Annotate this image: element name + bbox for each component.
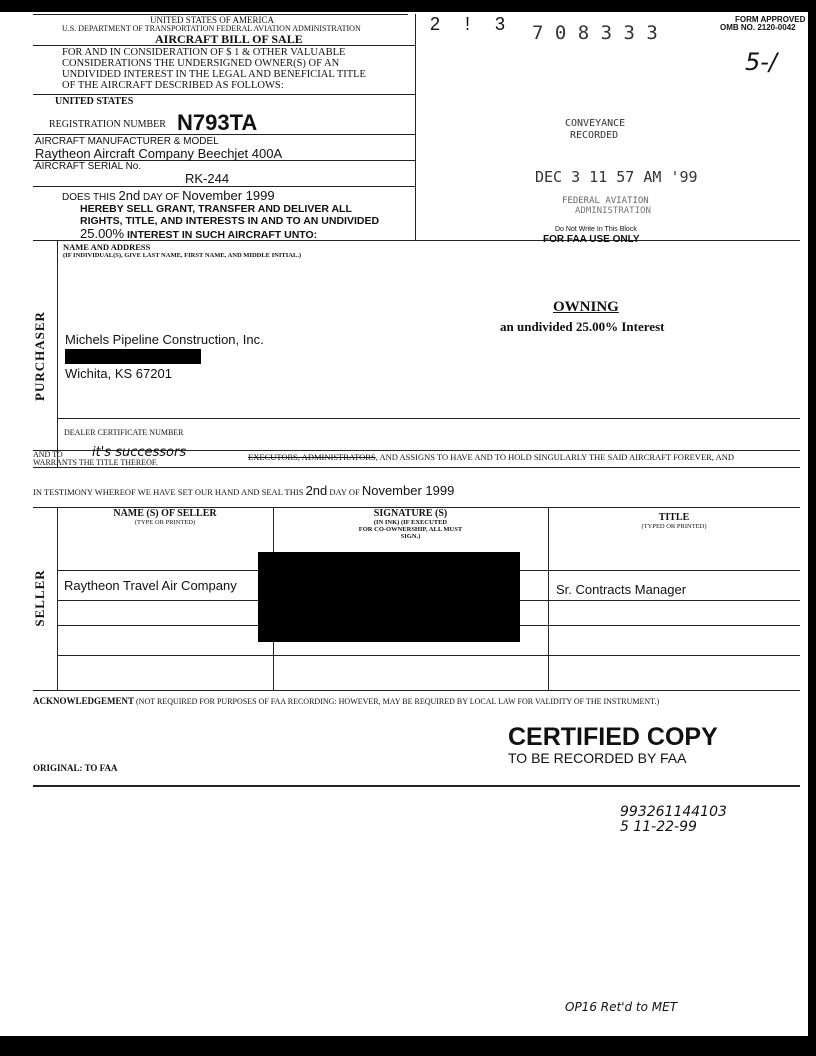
handwritten-note: OP16 Ret'd to MET: [565, 1000, 678, 1014]
us-label: UNITED STATES: [55, 96, 134, 107]
handwritten-5-1: 5-/: [745, 48, 778, 76]
consideration-text: [62, 47, 366, 91]
document-stamp-number: 7 0 8 3 3 3: [532, 22, 658, 44]
to-be-recorded: TO BE RECORDED BY FAA: [508, 750, 687, 766]
date-stamp: DEC 3 11 57 AM '99: [535, 168, 698, 186]
col-sig-label: SIGNATURE (S): [373, 508, 448, 519]
redacted-signature: [258, 552, 520, 642]
warranty-rest: , AND ASSIGNS TO HAVE AND TO HOLD SINGULARLY THE SAID AIRCRAFT FOREVER, AND: [375, 452, 735, 462]
and-to-label: AND TO: [33, 450, 63, 459]
ack-text: (NOT REQUIRED FOR PURPOSES OF FAA RECORDING: HOWEVER, MAY BE REQUIRED BY LOCAL LAW FOR VALIDITY OF THE INSTRUMENT.): [134, 697, 660, 706]
ack-label: ACKNOWLEDGEMENT: [33, 696, 135, 706]
sale-day: 2nd: [118, 188, 141, 203]
col-title-label: TITLE: [658, 512, 690, 523]
stamp-numbers-left: 2 ! 3: [430, 14, 516, 34]
department-heading: U.S. DEPARTMENT OF TRANSPORTATION FEDERAL AVIATION ADMINISTRATION: [62, 24, 361, 33]
redacted-address: [65, 349, 201, 364]
consideration-line: OF THE AIRCRAFT DESCRIBED AS FOLLOWS:: [62, 80, 284, 91]
col-title-hint: (TYPED OR PRINTED): [641, 523, 707, 530]
col-sig-hint: SIGN.): [400, 533, 421, 540]
name-address-label: NAME AND ADDRESS: [63, 242, 151, 252]
testimony-day: 2nd: [305, 483, 328, 498]
serial-number: RK-244: [185, 171, 230, 186]
form-title: AIRCRAFT BILL OF SALE: [155, 32, 303, 46]
omb-number: OMB NO. 2120-0042: [720, 23, 796, 32]
form-approved: FORM APPROVED: [735, 15, 806, 24]
warrants-title: WARRANTS THE TITLE THEREOF.: [33, 458, 158, 467]
administration-stamp: ADMINISTRATION: [575, 206, 651, 216]
sale-line-2: RIGHTS, TITLE, AND INTERESTS IN AND TO AN UNDIVIDED: [80, 215, 380, 227]
seller-name: Raytheon Travel Air Company: [64, 578, 237, 593]
conveyance-stamp: CONVEYANCE: [565, 118, 626, 129]
do-not-write: Do Not Write In This Block: [555, 226, 637, 233]
handwritten-successors: it's successors: [92, 445, 187, 460]
acknowledgement: [33, 696, 659, 706]
country-heading: UNITED STATES OF AMERICA: [150, 15, 275, 25]
registration-label: REGISTRATION NUMBER: [49, 119, 166, 130]
consideration-line: CONSIDERATIONS THE UNDERSIGNED OWNER(S) OF AN: [62, 58, 340, 69]
consideration-line: UNDIVIDED INTEREST IN THE LEGAL AND BENEFICIAL TITLE: [62, 69, 366, 80]
testimony-line: [33, 483, 454, 498]
col-name-label: NAME (S) OF SELLER: [113, 508, 217, 519]
sale-month-year: November 1999: [182, 188, 275, 203]
col-name-header: [57, 508, 273, 526]
sale-date-line: [62, 188, 275, 203]
faa-use-only: FOR FAA USE ONLY: [543, 234, 640, 245]
scan-border-right: [808, 0, 816, 1056]
consideration-line: FOR AND IN CONSIDERATION OF $ 1 & OTHER VALUABLE: [62, 47, 346, 58]
owning-interest: an undivided 25.00% Interest: [500, 319, 665, 334]
certified-copy: CERTIFIED COPY: [508, 723, 718, 751]
registration-number: N793TA: [177, 110, 258, 135]
struck-executors: EXECUTORS, ADMINISTRATORS: [248, 452, 376, 462]
manufacturer-model: Raytheon Aircraft Company Beechjet 400A: [35, 146, 283, 161]
sale-line-1: HEREBY SELL GRANT, TRANSFER AND DELIVER ALL: [80, 203, 352, 215]
testimony-prefix: IN TESTIMONY WHEREOF WE HAVE SET OUR HAND AND SEAL THIS: [33, 487, 304, 497]
col-sig-hint: (IN INK) (IF EXECUTED: [373, 519, 448, 526]
serial-label: AIRCRAFT SERIAL No.: [35, 161, 142, 172]
does-this: DOES THIS: [62, 192, 116, 203]
testimony-day-of: DAY OF: [329, 487, 360, 497]
day-of: DAY OF: [142, 192, 180, 203]
sale-line-3: [80, 226, 317, 241]
purchaser-name: Michels Pipeline Construction, Inc.: [65, 332, 264, 347]
handwritten-number: 993261144103: [620, 804, 727, 820]
original-to-faa: ORIGINAL: TO FAA: [33, 763, 118, 773]
handwritten-date: 5 11-22-99: [620, 819, 697, 835]
col-title-header: [548, 512, 800, 530]
owning-heading: OWNING: [553, 299, 619, 315]
name-address-hint: (IF INDIVIDUAL(S), GIVE LAST NAME, FIRST NAME, AND MIDDLE INITIAL.): [63, 252, 302, 259]
scan-border-bottom: [0, 1036, 816, 1056]
purchaser-side-label: PURCHASER: [32, 311, 47, 401]
manufacturer-label: AIRCRAFT MANUFACTURER & MODEL: [35, 136, 219, 147]
interest-percent: 25.00%: [80, 226, 125, 241]
purchaser-city: Wichita, KS 67201: [65, 366, 172, 381]
col-signature-header: [273, 508, 548, 540]
seller-title: Sr. Contracts Manager: [556, 582, 687, 597]
col-sig-hint: FOR CO-OWNERSHIP, ALL MUST: [358, 526, 463, 533]
scan-border-top: [0, 0, 816, 12]
fed-aviation-stamp: FEDERAL AVIATION: [562, 196, 649, 206]
warranty-text: [248, 452, 734, 462]
interest-text: INTEREST IN SUCH AIRCRAFT UNTO:: [127, 229, 318, 241]
seller-side-label: SELLER: [32, 569, 47, 627]
recorded-stamp: RECORDED: [570, 130, 619, 141]
testimony-month-year: November 1999: [361, 483, 455, 498]
col-name-hint: (TYPE OR PRINTED): [134, 519, 196, 526]
dealer-certificate-label: DEALER CERTIFICATE NUMBER: [64, 428, 184, 437]
